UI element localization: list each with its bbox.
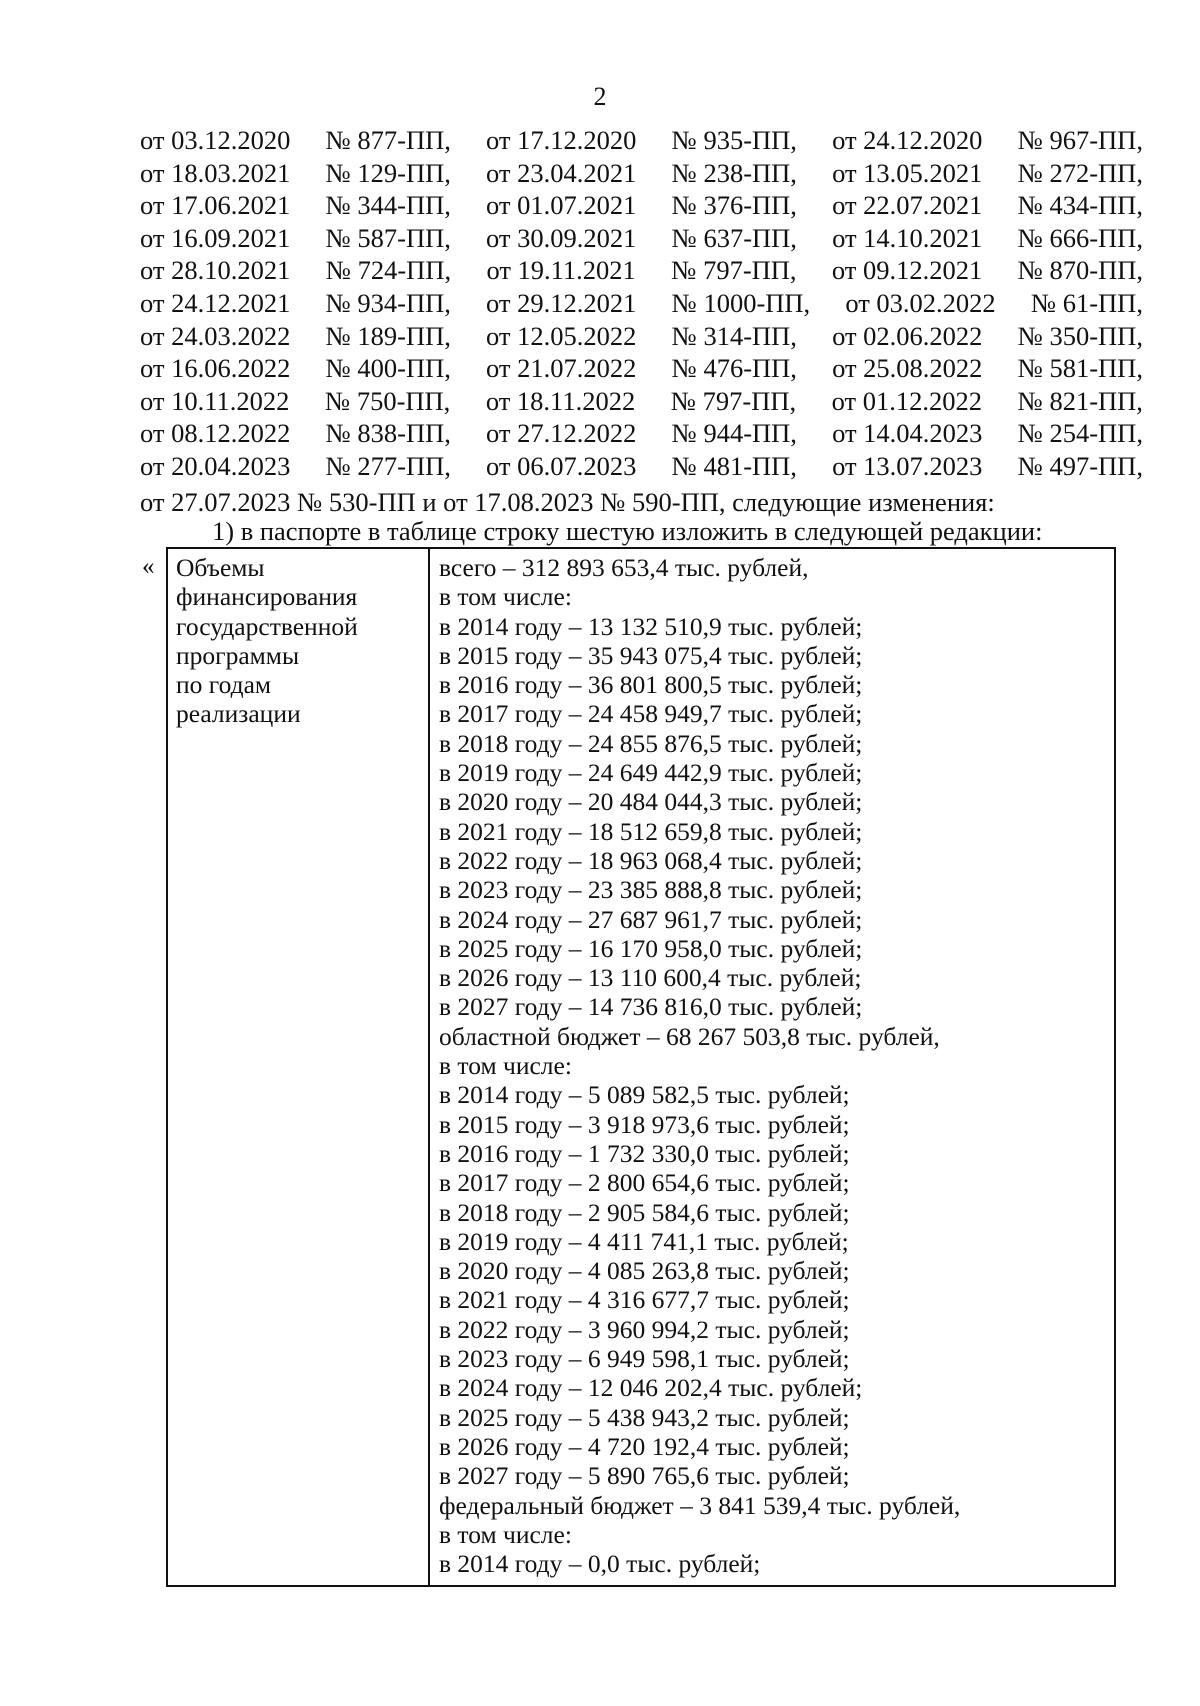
reference-number: № 838-ПП, [325,418,451,449]
value-line: федеральный бюджет – 3 841 539,4 тыс. рублей, [439,1490,961,1520]
opening-quote: « [142,553,155,580]
reference-row [140,450,1143,483]
reference-number: № 666-ПП, [1017,222,1143,253]
value-line: в 2017 году – 24 458 949,7 тыс. рублей; [439,699,863,729]
reference-number: № 1000-ПП, [671,287,811,318]
reference-number: № 277-ПП, [325,450,451,481]
value-line: в том числе: [439,582,572,612]
value-line: в 2014 году – 13 132 510,9 тыс. рублей; [439,611,863,641]
reference-date: от 10.11.2022 [140,385,290,416]
value-line: в 2026 году – 4 720 192,4 тыс. рублей; [439,1431,850,1461]
reference-date: от 25.08.2022 [832,353,983,384]
reference-row [140,254,1143,287]
reference-date: от 14.10.2021 [832,222,983,253]
value-line: в 2015 году – 3 918 973,6 тыс. рублей; [439,1109,850,1139]
label-line: программы [176,640,300,670]
funding-label-cell [168,549,430,1585]
reference-number: № 934-ПП, [325,287,451,318]
value-line: в 2016 году – 1 732 330,0 тыс. рублей; [439,1138,850,1168]
reference-number: № 967-ПП, [1017,125,1143,155]
reference-number: № 314-ПП, [671,320,797,351]
reference-date: от 21.07.2022 [486,353,637,384]
reference-number: № 944-ПП, [671,418,797,449]
reference-number: № 61-ПП, [1030,287,1143,318]
value-line: в 2019 году – 24 649 442,9 тыс. рублей; [439,758,863,788]
reference-number: № 254-ПП, [1017,418,1143,449]
reference-number: № 797-ПП, [670,385,797,416]
reference-row [140,287,1143,320]
reference-number: № 797-ПП, [671,255,797,286]
value-line: в 2016 году – 36 801 800,5 тыс. рублей; [439,670,863,700]
reference-number: № 344-ПП, [325,190,451,221]
reference-date: от 01.07.2021 [486,190,637,221]
value-line: в 2018 году – 24 855 876,5 тыс. рублей; [439,728,863,758]
reference-row [140,222,1143,255]
reference-date: от 30.09.2021 [486,222,637,253]
reference-row [140,417,1143,450]
value-line: в 2023 году – 23 385 888,8 тыс. рублей; [439,875,863,905]
reference-date: от 13.05.2021 [832,157,983,188]
label-line: реализации [176,699,301,729]
value-line: в 2014 году – 0,0 тыс. рублей; [439,1549,761,1579]
reference-date: от 24.12.2021 [140,287,291,318]
value-line: в 2024 году – 12 046 202,4 тыс. рублей; [439,1373,863,1403]
value-line: в 2014 году – 5 089 582,5 тыс. рублей; [439,1080,850,1110]
reference-number: № 870-ПП, [1017,255,1143,286]
value-line: в 2023 году – 6 949 598,1 тыс. рублей; [439,1344,850,1374]
reference-number: № 497-ПП, [1017,450,1143,481]
value-line: в 2026 году – 13 110 600,4 тыс. рублей; [439,963,862,993]
reference-date: от 13.07.2023 [832,450,983,481]
value-line: в 2021 году – 18 512 659,8 тыс. рублей; [439,816,863,846]
reference-number: № 724-ПП, [325,255,452,286]
page-number: 2 [593,82,607,111]
value-line: в 2017 году – 2 800 654,6 тыс. рублей; [439,1168,850,1198]
reference-number: № 400-ПП, [325,353,451,384]
reference-number: № 238-ПП, [671,157,797,188]
value-line: в 2022 году – 18 963 068,4 тыс. рублей; [439,845,863,875]
reference-date: от 23.04.2021 [486,157,637,188]
value-line: в 2027 году – 5 890 765,6 тыс. рублей; [439,1461,850,1491]
reference-number: № 587-ПП, [325,222,451,253]
reference-date: от 17.06.2021 [140,190,291,221]
reference-date: от 01.12.2022 [831,385,983,416]
reference-date: от 17.12.2020 [486,125,637,155]
reference-number: № 434-ПП, [1017,190,1143,221]
reference-row [140,385,1143,418]
reference-number: № 935-ПП, [671,125,797,155]
reference-date: от 09.12.2021 [831,255,983,286]
reference-row [140,189,1143,222]
reference-row [140,320,1143,353]
label-line: государственной [176,611,358,641]
reference-date: от 18.03.2021 [140,157,291,188]
reference-date: от 03.12.2020 [140,125,291,155]
amendment-item-line: 1) в паспорте в таблице строку шестую изложить в следующей редакции: [212,516,1043,546]
reference-row [140,124,1143,157]
value-line: в 2019 году – 4 411 741,1 тыс. рублей; [439,1226,849,1256]
value-line: областной бюджет – 68 267 503,8 тыс. рублей, [439,1021,940,1051]
reference-list [140,124,1143,483]
reference-date: от 24.12.2020 [832,125,983,155]
reference-date: от 29.12.2021 [486,287,637,318]
reference-number: № 350-ПП, [1017,320,1143,351]
reference-date: от 18.11.2022 [485,385,636,416]
reference-date: от 14.04.2023 [832,418,983,449]
funding-values-cell [430,549,1114,1585]
reference-number: № 272-ПП, [1017,157,1143,188]
reference-date: от 06.07.2023 [486,450,637,481]
reference-number: № 877-ПП, [325,125,451,155]
label-line: Объемы [176,553,265,582]
reference-number: № 189-ПП, [325,320,451,351]
reference-closing-line: от 27.07.2023 № 530-ПП и от 17.08.2023 № 590-ПП, следующие изменения: [140,487,995,517]
value-line: в 2025 году – 5 438 943,2 тыс. рублей; [439,1402,850,1432]
reference-date: от 19.11.2021 [486,255,636,286]
label-line: по годам [176,670,272,700]
reference-number: № 581-ПП, [1017,353,1143,384]
passport-table-row [166,547,1116,1587]
reference-row [140,352,1143,385]
value-line: в 2015 году – 35 943 075,4 тыс. рублей; [439,640,863,670]
value-line: в 2021 году – 4 316 677,7 тыс. рублей; [439,1285,850,1315]
value-line: в 2024 году – 27 687 961,7 тыс. рублей; [439,904,863,934]
reference-date: от 16.06.2022 [140,353,291,384]
reference-date: от 02.06.2022 [832,320,983,351]
value-line: в 2027 году – 14 736 816,0 тыс. рублей; [439,992,863,1022]
reference-row [140,157,1143,190]
reference-date: от 20.04.2023 [140,450,291,481]
value-line: в 2025 году – 16 170 958,0 тыс. рублей; [439,933,863,963]
reference-number: № 821-ПП, [1017,385,1143,416]
value-line: в 2020 году – 20 484 044,3 тыс. рублей; [439,787,863,817]
reference-number: № 750-ПП, [324,385,451,416]
reference-number: № 376-ПП, [671,190,797,221]
value-line: в том числе: [439,1051,572,1081]
value-line: в 2018 году – 2 905 584,6 тыс. рублей; [439,1197,850,1227]
reference-date: от 22.07.2021 [832,190,983,221]
value-line: в 2020 году – 4 085 263,8 тыс. рублей; [439,1256,850,1286]
reference-number: № 476-ПП, [671,353,797,384]
reference-date: от 24.03.2022 [140,320,291,351]
reference-date: от 28.10.2021 [140,255,291,286]
reference-number: № 481-ПП, [671,450,797,481]
reference-date: от 27.12.2022 [486,418,637,449]
reference-date: от 08.12.2022 [140,418,291,449]
reference-date: от 16.09.2021 [140,222,291,253]
value-line: в том числе: [439,1519,572,1549]
reference-date: от 12.05.2022 [486,320,637,351]
reference-date: от 03.02.2022 [845,287,996,318]
label-line: финансирования [176,582,358,612]
value-line: в 2022 году – 3 960 994,2 тыс. рублей; [439,1314,850,1344]
reference-number: № 129-ПП, [325,157,451,188]
reference-number: № 637-ПП, [671,222,797,253]
value-line: всего – 312 893 653,4 тыс. рублей, [439,553,809,582]
